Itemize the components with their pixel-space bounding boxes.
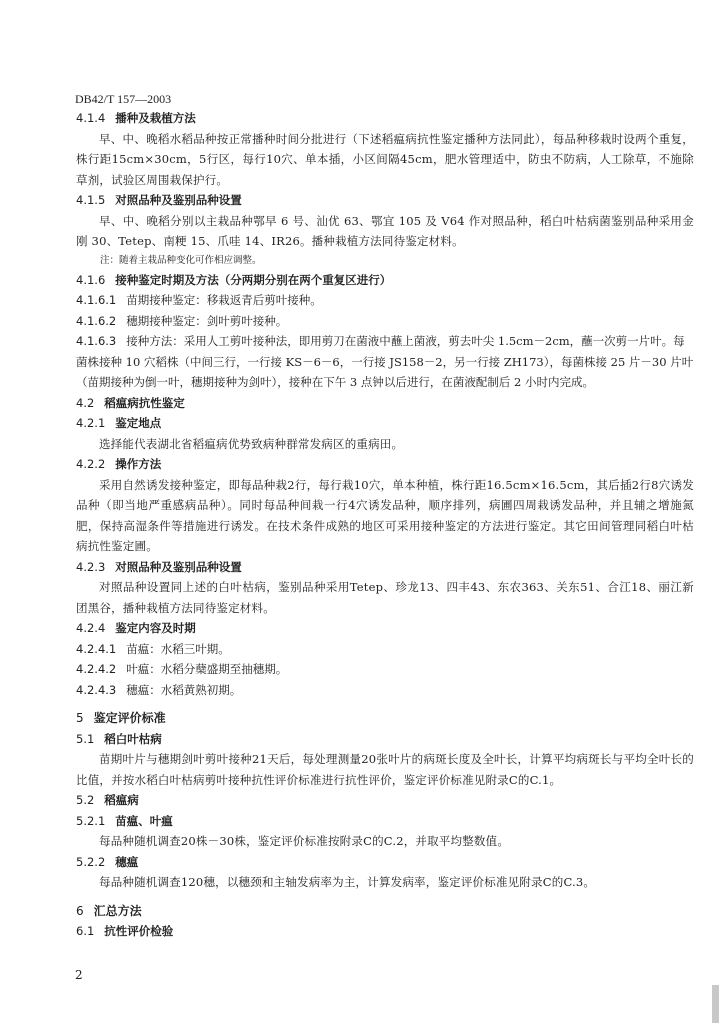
section-title: 稻瘟病抗性鉴定 (104, 395, 185, 410)
section-heading (76, 108, 694, 129)
section-title: 穗瘟 (115, 854, 139, 869)
section-number: 4.1.5 (76, 193, 106, 207)
paragraph: 早、中、晚稻水稻品种按正常播种时间分批进行（下述稻瘟病抗性鉴定播种方法同此），每品种移栽时设两个重复，株行距15cm×30cm，5行区，每行10穴、单本插，小区间隔45cm，肥水管理适中，防虫不防病，人工除草，不施除草剂，试验区周围栽保护行。 (76, 131, 694, 187)
section-heading (76, 708, 694, 729)
section-number: 4.2.1 (76, 416, 106, 430)
section-title: 汇总方法 (93, 903, 142, 918)
numbered-clause (76, 680, 694, 701)
section-number: 5.1 (76, 731, 95, 746)
document-body (76, 108, 694, 942)
section-title: 抗性评价检验 (104, 924, 174, 938)
section-title: 对照品种及鉴别品种设置 (115, 559, 242, 574)
section-number: 6.1 (76, 924, 95, 938)
clause-text: 穗瘟：水稻黄熟初期。 (126, 682, 242, 697)
section-title: 播种及栽植方法 (115, 111, 196, 125)
clause-text: 苗瘟：水稻三叶期。 (126, 641, 230, 656)
note-text: 注：随着主栽品种变化可作相应调整。 (100, 254, 262, 266)
section-heading (76, 454, 694, 475)
scan-edge-mark (712, 985, 719, 1023)
section-number: 5.2 (76, 793, 95, 807)
clause-number: 4.1.6.3 (76, 334, 117, 348)
section-heading (76, 413, 694, 434)
paragraph: 苗期叶片与穗期剑叶剪叶接种21天后，每处理测量20张叶片的病斑长度及全叶长，计算平均病斑长与平均全叶长的比值，并按水稻白叶枯病剪叶接种抗性评价标准进行抗性评价，鉴定评价标准见附录C的C.1。 (76, 752, 694, 787)
numbered-clause (76, 639, 694, 660)
numbered-clause (76, 331, 694, 393)
section-heading (76, 270, 694, 291)
section-number: 4.1.6 (76, 272, 106, 287)
section-heading (76, 811, 694, 832)
clause-text: 接种方法：采用人工剪叶接种法，即用剪刀在菌液中蘸上菌液，剪去叶尖 1.5cm－2cm，蘸一次剪一片叶。每菌株接种 10 穴稻株（中间三行，一行接 KS－6－6，一行接 JS158－2，另一行接 ZH173），每菌株接 25 片－30 片叶（苗期接种为倒一叶，穗期接种为剑叶），接种在下午 3 点钟以后进行，在菌液配制后 2 小时内完成。 (76, 334, 694, 389)
paragraph: 采用自然诱发接种鉴定，即每品种栽2行，每行栽10穴，单本种植，株行距16.5cm×16.5cm，其后插2行8穴诱发品种（即当地严重感病品种）。同时每品种间栽一行4穴诱发品种，顺序排列，病圃四周栽诱发品种，并且辅之增施氮肥，保持高湿条件等措施进行诱发。在技术条件成熟的地区可采用接种鉴定的方法进行鉴定。其它田间管理同稻白叶枯病抗性鉴定圃。 (76, 477, 694, 553)
section-title: 稻瘟病 (104, 793, 139, 807)
clause-text: 苗期接种鉴定：移栽返青后剪叶接种。 (126, 293, 322, 307)
section-title: 苗瘟、叶瘟 (115, 813, 173, 828)
paragraph: 每品种随机调查120穗，以穗颈和主轴发病率为主，计算发病率，鉴定评价标准见附录C的C.3。 (99, 875, 596, 889)
clause-number: 4.2.4.2 (76, 662, 117, 676)
section-heading (76, 557, 694, 578)
clause-number: 4.2.4.1 (76, 641, 117, 656)
page-number: 2 (75, 968, 83, 982)
section-number: 4.2.4 (76, 621, 106, 635)
numbered-clause (76, 290, 694, 311)
section-number: 4.2.2 (76, 457, 106, 471)
paragraph: 每品种随机调查20株－30株，鉴定评价标准按附录C的C.2，并取平均整数值。 (99, 834, 510, 848)
section-heading (76, 618, 694, 639)
numbered-clause (76, 311, 694, 332)
paragraph: 选择能代表湖北省稻瘟病优势致病种群常发病区的重病田。 (99, 436, 404, 451)
section-title: 稻白叶枯病 (104, 731, 162, 746)
section-title: 鉴定地点 (115, 416, 162, 430)
section-number: 6 (76, 903, 84, 918)
page-header: DB42/T 157—2003 (75, 92, 172, 106)
clause-text: 穗期接种鉴定：剑叶剪叶接种。 (126, 313, 288, 328)
clause-number: 4.1.6.1 (76, 293, 117, 307)
section-title: 鉴定评价标准 (93, 711, 166, 725)
section-number: 5 (76, 711, 84, 725)
section-heading (76, 901, 694, 922)
section-number: 5.2.2 (76, 854, 106, 869)
section-heading (76, 190, 694, 211)
section-number: 5.2.1 (76, 813, 106, 828)
section-heading (76, 921, 694, 942)
section-heading (76, 393, 694, 414)
paragraph: 早、中、晚稻分别以主栽品种鄂早 6 号、汕优 63、鄂宜 105 及 V64 作对照品种，稻白叶枯病菌鉴别品种采用金刚 30、Tetep、南粳 15、爪哇 14、IR26。播种栽植方法同待鉴定材料。 (76, 213, 694, 248)
section-number: 4.2 (76, 395, 95, 410)
clause-text: 叶瘟：水稻分蘖盛期至抽穗期。 (126, 662, 288, 676)
section-title: 对照品种及鉴别品种设置 (115, 193, 242, 207)
section-heading (76, 852, 694, 873)
numbered-clause (76, 659, 694, 680)
section-number: 4.1.4 (76, 111, 106, 125)
section-heading (76, 729, 694, 750)
section-title: 接种鉴定时期及方法（分两期分别在两个重复区进行） (115, 272, 392, 287)
paragraph: 对照品种设置同上述的白叶枯病，鉴别品种采用Tetep、珍龙13、四丰43、东农363、关东51、合江18、丽江新团黑谷，播种栽植方法同待鉴定材料。 (76, 580, 694, 615)
section-title: 操作方法 (115, 457, 162, 471)
clause-number: 4.2.4.3 (76, 682, 117, 697)
section-heading (76, 790, 694, 811)
section-title: 鉴定内容及时期 (115, 621, 196, 635)
clause-number: 4.1.6.2 (76, 313, 117, 328)
section-number: 4.2.3 (76, 559, 106, 574)
